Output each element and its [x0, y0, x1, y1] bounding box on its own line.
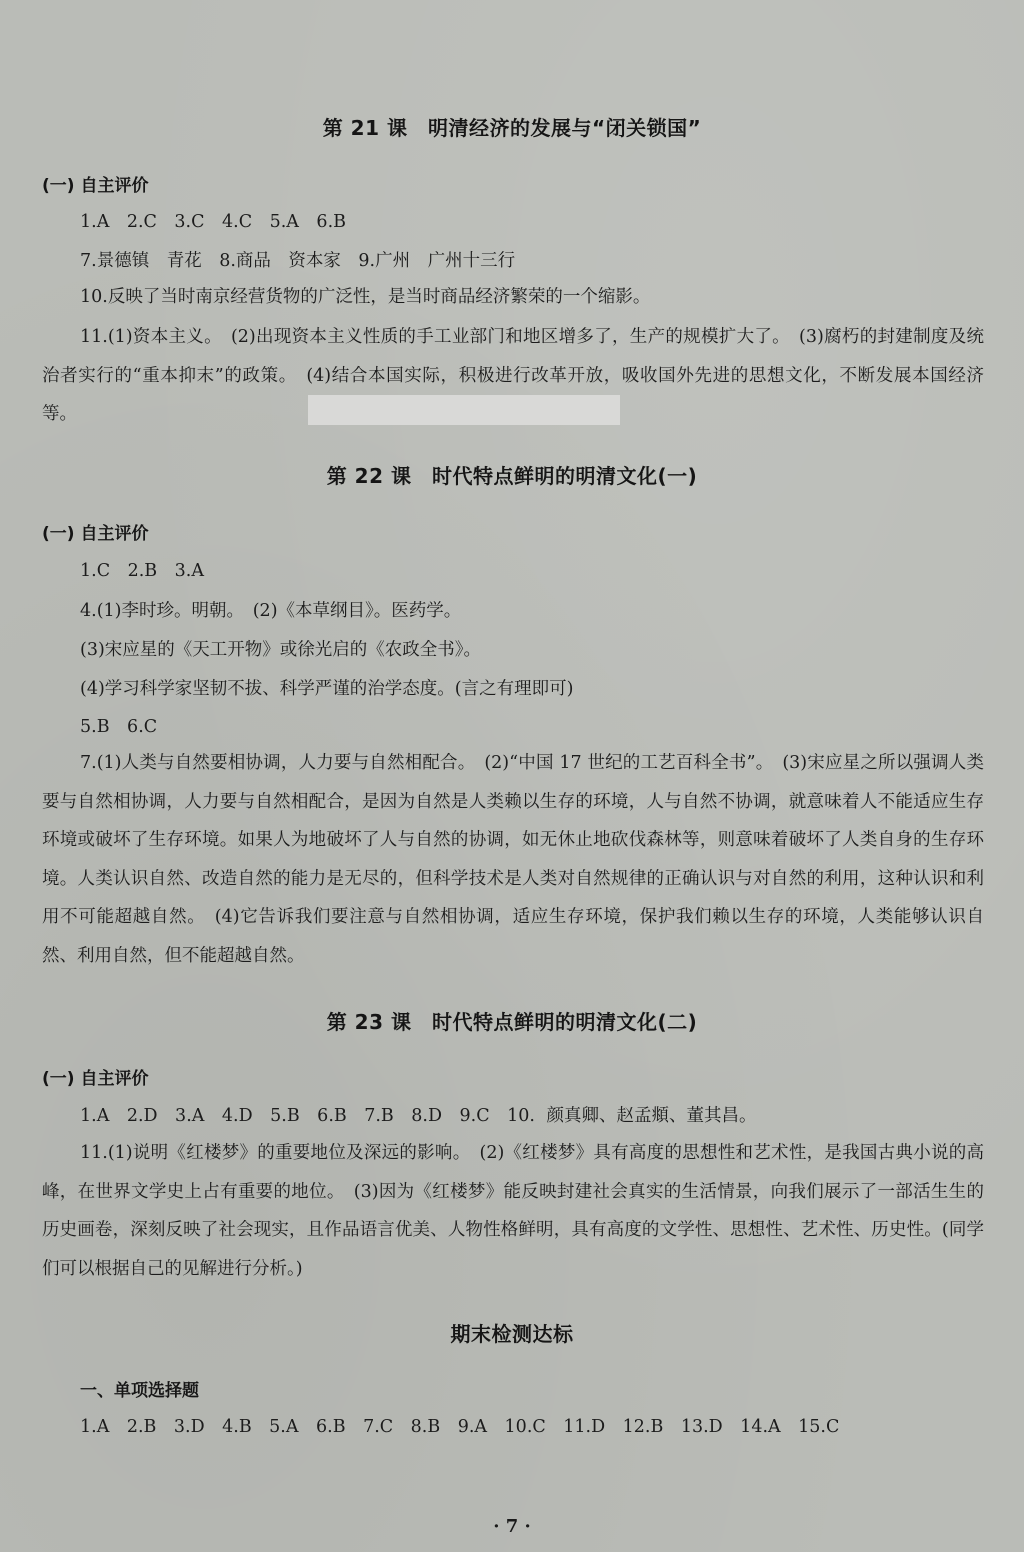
lesson-23-title: 第 23 课 时代特点鲜明的明清文化(二) — [326, 1010, 698, 1034]
lesson-21-q10: 10.反映了当时南京经营货物的广泛性，是当时商品经济繁荣的一个缩影。 — [80, 287, 651, 307]
final-exam-answers: 1.A 2.B 3.D 4.B 5.A 6.B 7.C 8.B 9.A 10.C 11.D 12.B 13.D 14.A 15.C — [80, 1417, 840, 1437]
lesson-22-answers-2: 5.B 6.C — [80, 717, 158, 737]
lesson-22-q4-part3: (3)宋应星的《天工开物》或徐光启的《农政全书》。 — [80, 640, 482, 660]
lesson-21-answers-1: 1.A 2.C 3.C 4.C 5.A 6.B — [80, 212, 346, 232]
lesson-22-q4-part4: (4)学习科学家坚韧不拔、科学严谨的治学态度。(言之有理即可) — [80, 679, 574, 699]
lesson-22-answers-1: 1.C 2.B 3.A — [80, 561, 204, 581]
lesson-21-answers-2: 7.景德镇 青花 8.商品 资本家 9.广州 广州十三行 — [80, 251, 516, 271]
final-exam-title: 期末检测达标 — [450, 1322, 574, 1346]
lesson-21-section-heading: (一) 自主评价 — [42, 176, 149, 196]
final-exam-section-heading: 一、单项选择题 — [80, 1381, 199, 1401]
redaction-box — [308, 395, 620, 425]
lesson-21-title: 第 21 课 明清经济的发展与“闭关锁国” — [322, 116, 702, 140]
lesson-22-q7: 7.(1)人类与自然要相协调，人力要与自然相配合。 (2)“中国 17 世纪的工艺百科全书”。 (3)宋应星之所以强调人类要与自然相协调，人力要与自然相配合，是因为自然是人类赖以生存的环境，人与自然不协调，就意味着人不能适应生存环境或破坏了生存环境。如果人为地破坏了人与自然的协调，如无休止地砍伐森林等，则意味着破坏了人类自身的生存环境。人类认识自然、改造自然的能力是无尽的，但科学技术是人类对自然规律的正确认识与对自然的利用，这种认识和利用不可能超越自然。 (4)它告诉我们要注意与自然相协调，适应生存环境，保护我们赖以生存的环境，人类能够认识自然、利用自然，但不能超越自然。 — [42, 753, 984, 966]
page-number: · 7 · — [493, 1516, 531, 1537]
lesson-23-answers-1: 1.A 2.D 3.A 4.D 5.B 6.B 7.B 8.D 9.C 10. 颜真卿、赵孟頫、董其昌。 — [80, 1106, 757, 1126]
lesson-22-section-heading: (一) 自主评价 — [42, 524, 149, 544]
lesson-22-q4-part1: 4.(1)李时珍。明朝。 (2)《本草纲目》。医药学。 — [80, 601, 462, 621]
lesson-23-section-heading: (一) 自主评价 — [42, 1069, 149, 1089]
lesson-23-q11: 11.(1)说明《红楼梦》的重要地位及深远的影响。 (2)《红楼梦》具有高度的思想性和艺术性，是我国古典小说的高峰，在世界文学史上占有重要的地位。 (3)因为《红楼梦》能反映封建社会真实的生活情景，向我们展示了一部活生生的历史画卷，深刻反映了社会现实，且作品语言优美、人物性格鲜明，具有高度的文学性、思想性、艺术性、历史性。(同学们可以根据自己的见解进行分析。) — [42, 1143, 984, 1279]
lesson-22-title: 第 22 课 时代特点鲜明的明清文化(一) — [326, 464, 698, 488]
lesson-21-q11: 11.(1)资本主义。 (2)出现资本主义性质的手工业部门和地区增多了，生产的规模扩大了。 (3)腐朽的封建制度及统治者实行的“重本抑末”的政策。 (4)结合本国实际，积极进行改革开放，吸收国外先进的思想文化，不断发展本国经济等。 — [42, 327, 984, 424]
